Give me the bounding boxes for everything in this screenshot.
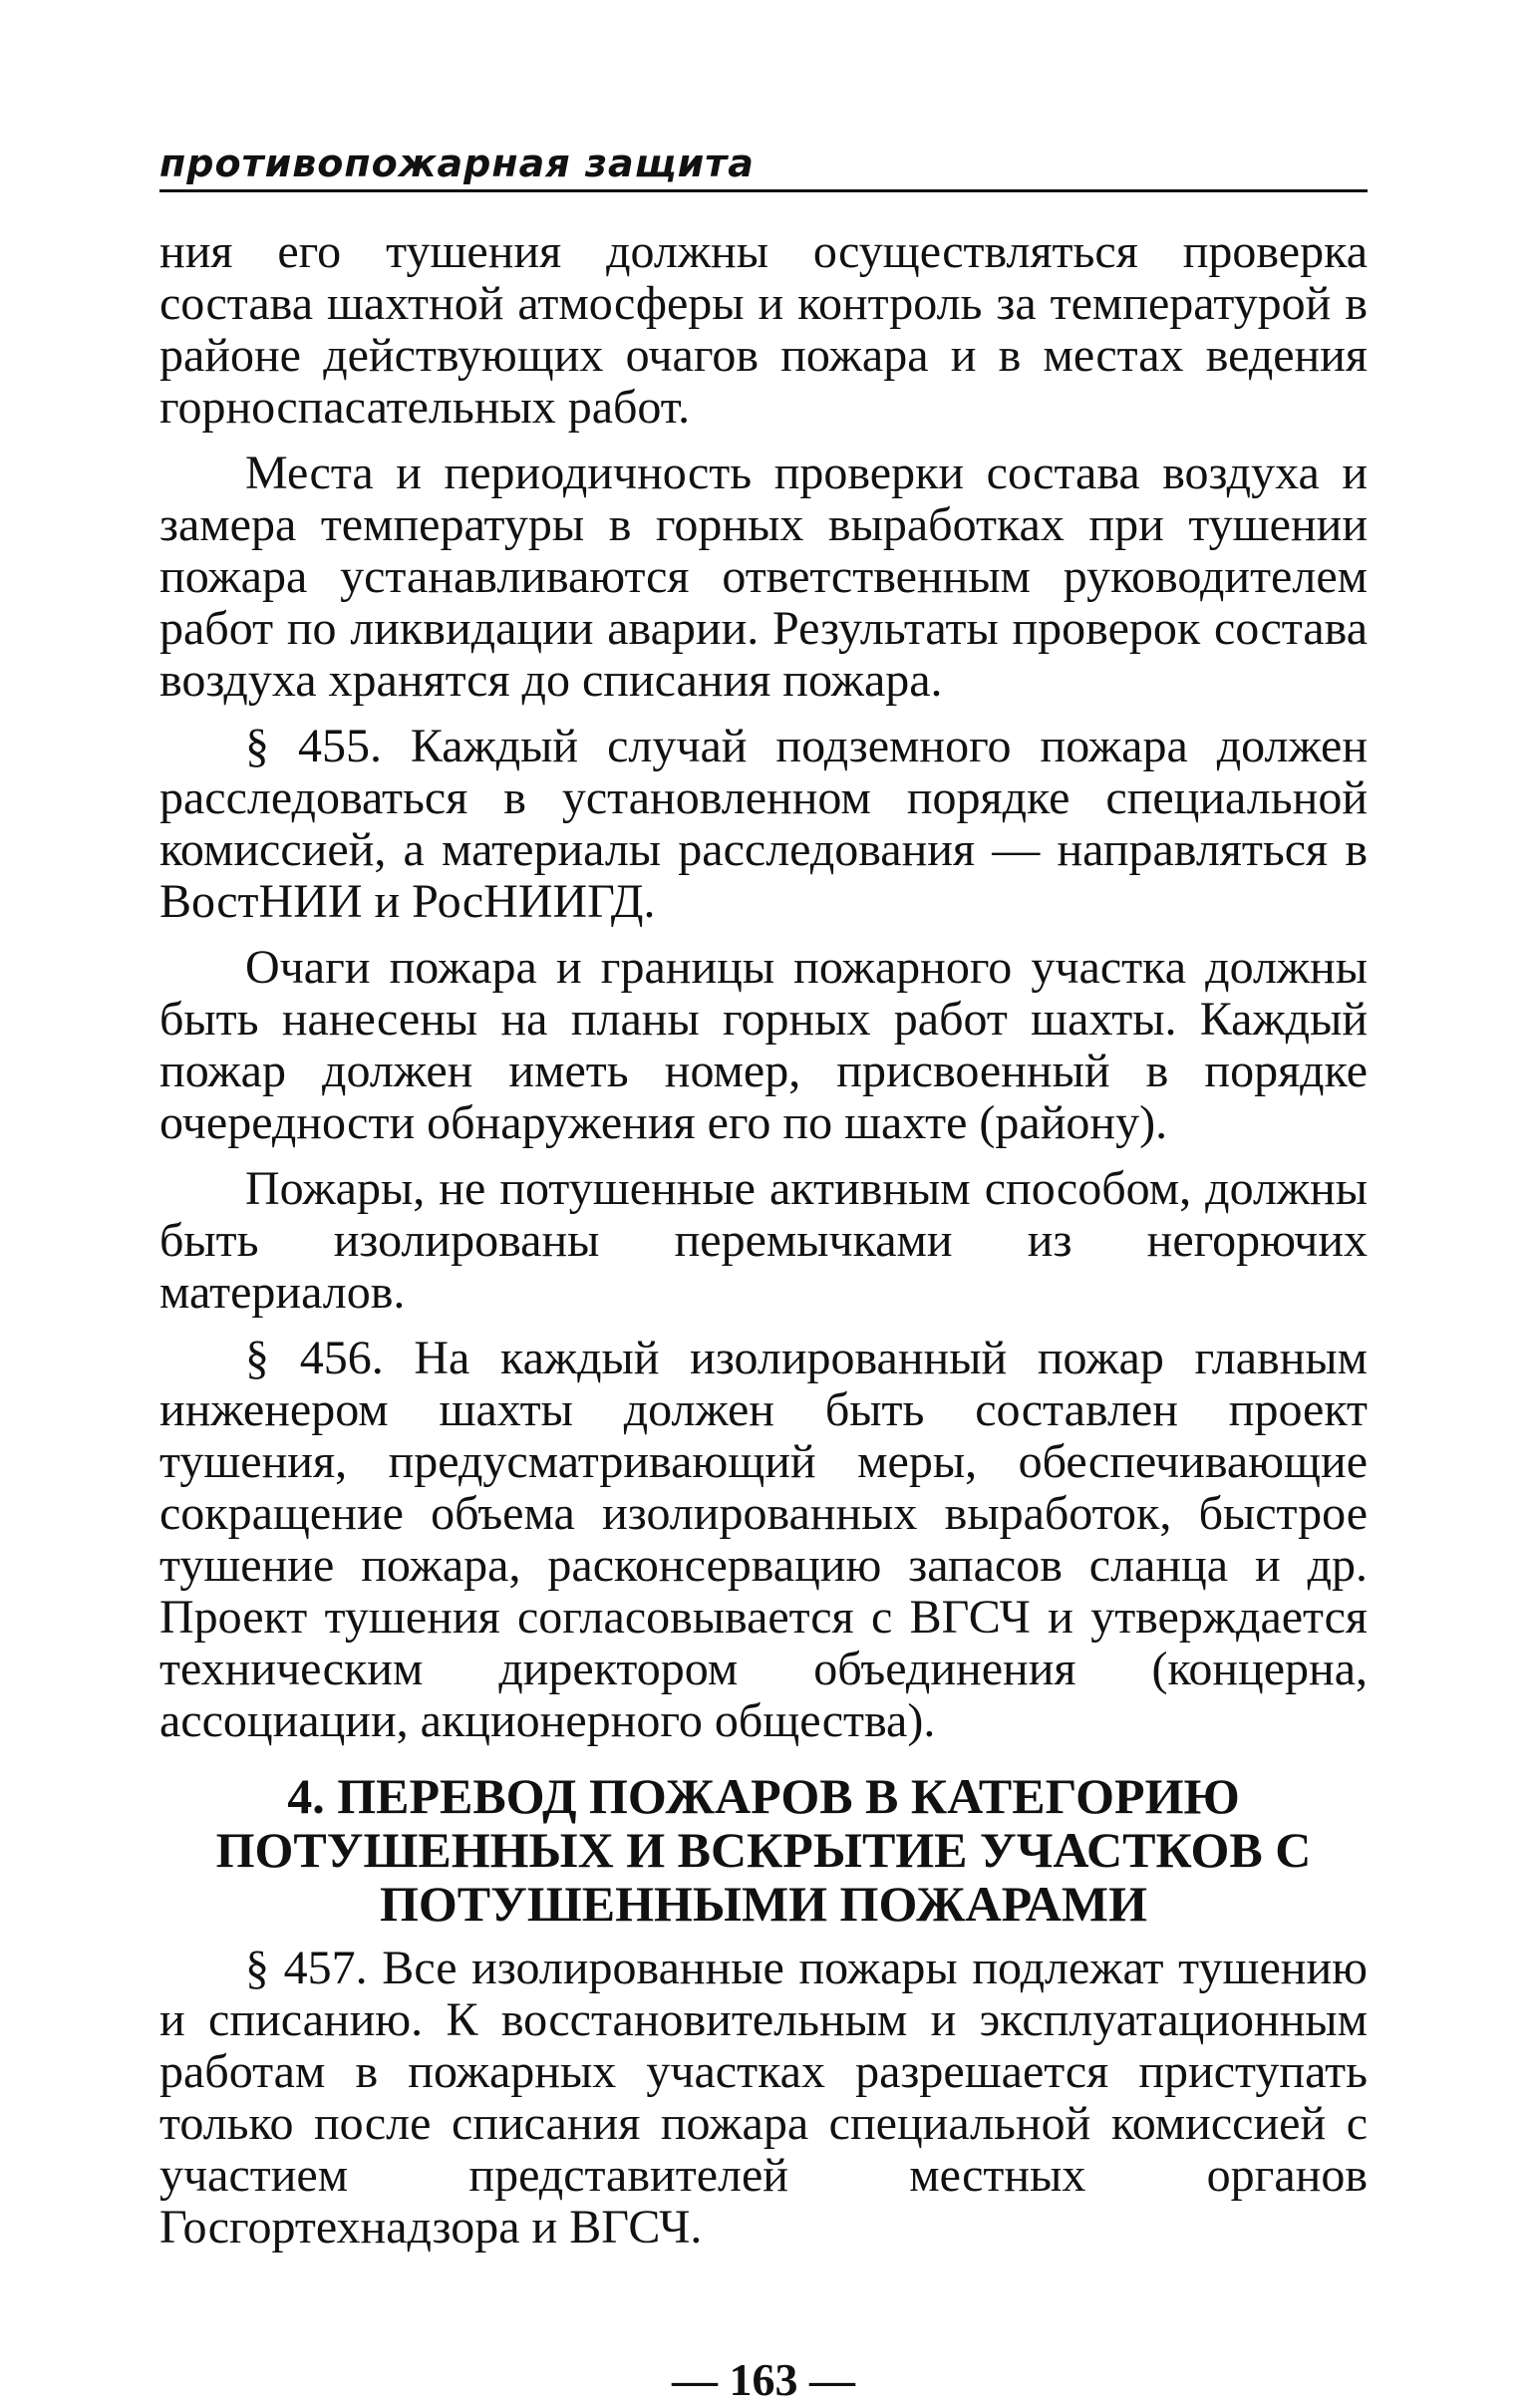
section-heading <box>159 1769 1368 1931</box>
paragraph-section-455: § 455. Каждый случай подземного пожара должен расследоваться в установленном порядке специальной комиссией, а материалы расследования — направляться в ВостНИИ и РосНИИГД. <box>159 720 1368 928</box>
page-number: — 163 — <box>672 2354 855 2405</box>
body-text-bottom <box>159 1943 1368 2254</box>
paragraph: Места и периодичность проверки состава воздуха и замера температуры в горных выработках при тушении пожара устанавливаются ответственным руководителем работ по ликвидации аварии. Результаты проверок состава воздуха хранятся до списания пожара. <box>159 447 1368 707</box>
document-page <box>159 140 1368 2405</box>
paragraph: Очаги пожара и границы пожарного участка должны быть нанесены на планы горных работ шахты. Каждый пожар должен иметь номер, присвоенный в порядке очередности обнаружения его по шахте (району). <box>159 941 1368 1149</box>
paragraph-continuation: ния его тушения должны осуществляться проверка состава шахтной атмосферы и контроль за температурой в районе действующих очагов пожара и в местах ведения горноспасательных работ. <box>159 225 1368 434</box>
section-heading-line: 4. ПЕРЕВОД ПОЖАРОВ В КАТЕГОРИЮ <box>287 1768 1240 1824</box>
section-heading-line: ПОТУШЕННЫМИ ПОЖАРАМИ <box>380 1876 1147 1932</box>
running-head: противопожарная защита <box>159 140 1368 192</box>
paragraph-section-456: § 456. На каждый изолированный пожар главным инженером шахты должен быть составлен проект тушения, предусматривающий меры, обеспечивающие сокращение объема изолированных выработок, быстрое тушение пожара, расконсервацию запасов сланца и др. Проект тушения согласовывается с ВГСЧ и утверждается техническим директором объединения (концерна, ассоциации, акционерного общества). <box>159 1332 1368 1747</box>
body-text-top <box>159 226 1368 1747</box>
paragraph: Пожары, не потушенные активным способом, должны быть изолированы перемычками из негорючих материалов. <box>159 1162 1368 1319</box>
paragraph-section-457: § 457. Все изолированные пожары подлежат тушению и списанию. К восстановительным и эксплуатационным работам в пожарных участках разрешается приступать только после списания пожара специальной комиссией с участием представителей местных органов Госгортехнадзора и ВГСЧ. <box>159 1942 1368 2254</box>
section-heading-line: ПОТУШЕННЫХ И ВСКРЫТИЕ УЧАСТКОВ С <box>215 1822 1312 1878</box>
